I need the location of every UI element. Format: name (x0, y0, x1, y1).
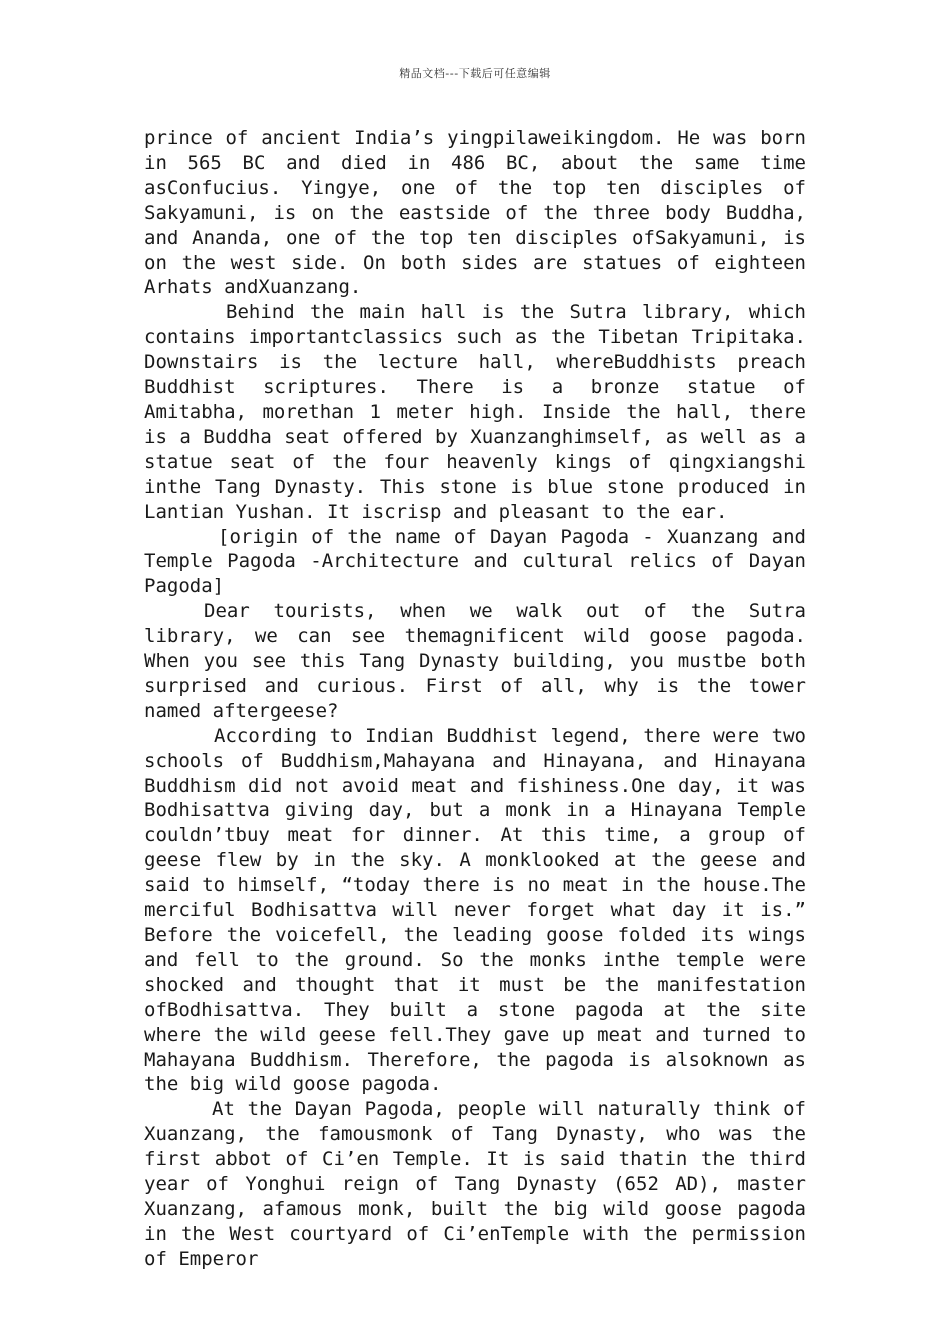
paragraph-dear-tourists: Dear tourists, when we walk out of the Sutra library, we can see themagnificent wild goose pagoda. When you see this Tang Dynasty building, you mustbe both surprised and curious. First of all, why is the tower named aftergeese? (144, 600, 806, 722)
paragraph-xuanzang: At the Dayan Pagoda, people will naturally think of Xuanzang, the famousmonk of Tang Dynasty, who was the first abbot of Ci’en Temple. It is said thatin the third year of Yonghui reign of Tang Dynasty (652 AD), master Xuanzang, afamous monk, built the big wild goose pagoda in the West courtyard of Ci’enTemple with the permission of Emperor (144, 1098, 806, 1270)
paragraph-section-heading: [origin of the name of Dayan Pagoda - Xuanzang and Temple Pagoda -Architecture and cultural relics of Dayan Pagoda] (144, 525, 806, 598)
page-header: 精品文档---下载后可任意编辑 (399, 67, 551, 80)
paragraph-buddha-statues: prince of ancient India’s yingpilaweikingdom. He was born in 565 BC and died in 486 BC, about the same time asConfucius. Yingye, one of the top ten disciples of Sakyamuni, is on the eastside of the three body Buddha, and Ananda, one of the top ten disciples ofSakyamuni, is on the west side. On both sides are statues of eighteen Arhats andXuanzang. (144, 127, 806, 299)
paragraph-sutra-library: Behind the main hall is the Sutra library, which contains importantclassics such as the Tibetan Tripitaka. Downstairs is the lecture hall, whereBuddhists preach Buddhist scriptures. There is a bronze statue of Amitabha, morethan 1 meter high. Inside the hall, there is a Buddha seat offered by Xuanzanghimself, as well as a statue seat of the four heavenly kings of qingxiangshi inthe Tang Dynasty. This stone is blue stone produced in Lantian Yushan. It iscrisp and pleasant to the ear. (144, 301, 806, 523)
paragraph-legend: According to Indian Buddhist legend, there were two schools of Buddhism,Mahayana and Hinayana, and Hinayana Buddhism did not avoid meat and fishiness.One day, it was Bodhisattva giving day, but a monk in a Hinayana Temple couldn’tbuy meat for dinner. At this time, a group of geese flew by in the sky. A monklooked at the geese and said to himself, “today there is no meat in the house.The merciful Bodhisattva will never forget what day it is.” Before the voicefell, the leading goose folded its wings and fell to the ground. So the monks inthe temple were shocked and thought that it must be the manifestation ofBodhisattva. They built a stone pagoda at the site where the wild geese fell.They gave up meat and turned to Mahayana Buddhism. Therefore, the pagoda is alsoknown as the big wild goose pagoda. (144, 724, 806, 1096)
document-body (144, 126, 806, 1272)
